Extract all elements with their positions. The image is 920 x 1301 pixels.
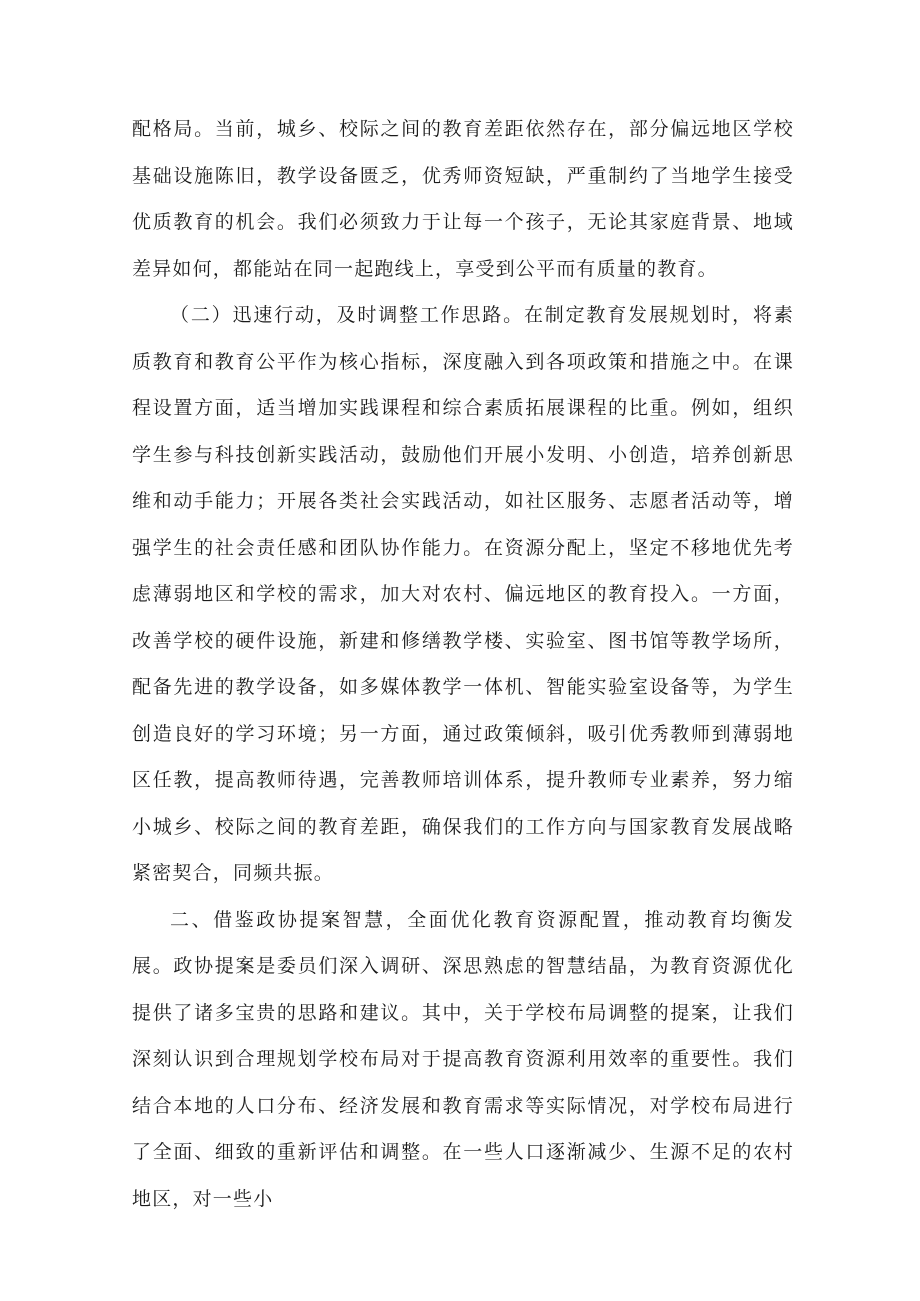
paragraph-3: 二、借鉴政协提案智慧，全面优化教育资源配置，推动教育均衡发展。政协提案是委员们深入调研、深思熟虑的智慧结晶，为教育资源优化提供了诸多宝贵的思路和建议。其中，关于学校布局调整的提案，让我们深刻认识到合理规划学校布局对于提高教育资源利用效率的重要性。我们结合本地的人口分布、经济发展和教育需求等实际情况，对学校布局进行了全面、细致的重新评估和调整。在一些人口逐渐减少、生源不足的农村地区，对一些小 [132,908,794,1210]
paragraph-2: （二）迅速行动，及时调整工作思路。在制定教育发展规划时，将素质教育和教育公平作为核心指标，深度融入到各项政策和措施之中。在课程设置方面，适当增加实践课程和综合素质拓展课程的比重。例如，组织学生参与科技创新实践活动，鼓励他们开展小发明、小创造，培养创新思维和动手能力；开展各类社会实践活动，如社区服务、志愿者活动等，增强学生的社会责任感和团队协作能力。在资源分配上，坚定不移地优先考虑薄弱地区和学校的需求，加大对农村、偏远地区的教育投入。一方面，改善学校的硬件设施，新建和修缮教学楼、实验室、图书馆等教学场所，配备先进的教学设备，如多媒体教学一体机、智能实验室设备等，为学生创造良好的学习环境；另一方面，通过政策倾斜，吸引优秀教师到薄弱地区任教，提高教师待遇，完善教师培训体系，提升教师专业素养，努力缩小城乡、校际之间的教育差距，确保我们的工作方向与国家教育发展战略紧密契合，同频共振。 [132,304,794,884]
paragraph-1: 配格局。当前，城乡、校际之间的教育差距依然存在，部分偏远地区学校基础设施陈旧，教学设备匮乏，优秀师资短缺，严重制约了当地学生接受优质教育的机会。我们必须致力于让每一个孩子，无论其家庭背景、地域差异如何，都能站在同一起跑线上，享受到公平而有质量的教育。 [132,118,794,280]
document-body [132,106,794,1222]
